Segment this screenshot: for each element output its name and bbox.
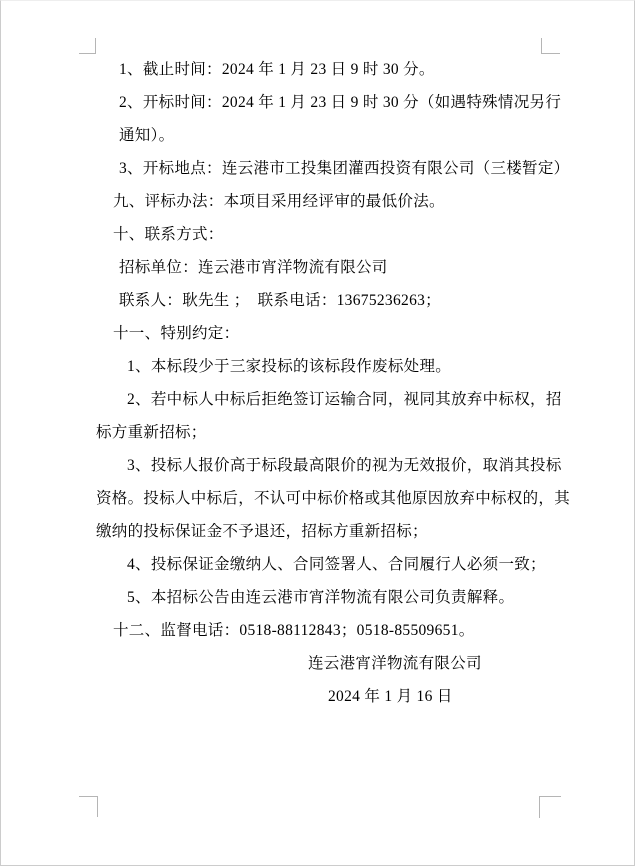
margin-mark-top-right-icon <box>541 38 560 54</box>
document-line: 十、联系方式： <box>113 226 224 243</box>
margin-mark-bottom-left-icon <box>79 796 98 817</box>
document-line: 连云港宵洋物流有限公司 <box>308 655 482 672</box>
document-line: 缴纳的投标保证金不予退还，招标方重新招标； <box>96 523 428 540</box>
document-line: 3、投标人报价高于标段最高限价的视为无效报价，取消其投标 <box>127 457 562 474</box>
margin-mark-top-left-icon <box>79 38 96 54</box>
document-line: 1、截止时间：2024 年 1 月 23 日 9 时 30 分。 <box>119 61 435 78</box>
document-line: 2024 年 1 月 16 日 <box>328 688 453 705</box>
document-line: 2、开标时间：2024 年 1 月 23 日 9 时 30 分（如遇特殊情况另行 <box>119 94 562 111</box>
document-line: 招标单位：连云港市宵洋物流有限公司 <box>119 259 388 276</box>
document-line: 5、本招标公告由连云港市宵洋物流有限公司负责解释。 <box>127 589 515 606</box>
document-line: 4、投标保证金缴纳人、合同签署人、合同履行人必须一致； <box>127 556 546 573</box>
document-line: 2、若中标人中标后拒绝签订运输合同，视同其放弃中标权，招 <box>127 391 562 408</box>
document-line: 3、开标地点：连云港市工投集团灌西投资有限公司（三楼暂定） <box>119 160 570 177</box>
document-line: 资格。投标人中标后，不认可中标价格或其他原因放弃中标权的，其 <box>96 490 571 507</box>
document-line: 通知）。 <box>119 127 175 144</box>
margin-mark-bottom-right-icon <box>539 796 561 818</box>
document-line: 十一、特别约定： <box>113 325 240 342</box>
document-line: 联系人：耿先生 ； 联系电话：13675236263； <box>119 292 441 309</box>
document-line: 十二、监督电话：0518-88112843；0518-85509651。 <box>113 622 475 639</box>
document-line: 标方重新招标； <box>96 424 207 441</box>
document-line: 九、评标办法：本项目采用经评审的最低价法。 <box>113 193 445 210</box>
document-body <box>96 53 571 713</box>
document-line: 1、本标段少于三家投标的该标段作废标处理。 <box>127 358 452 375</box>
